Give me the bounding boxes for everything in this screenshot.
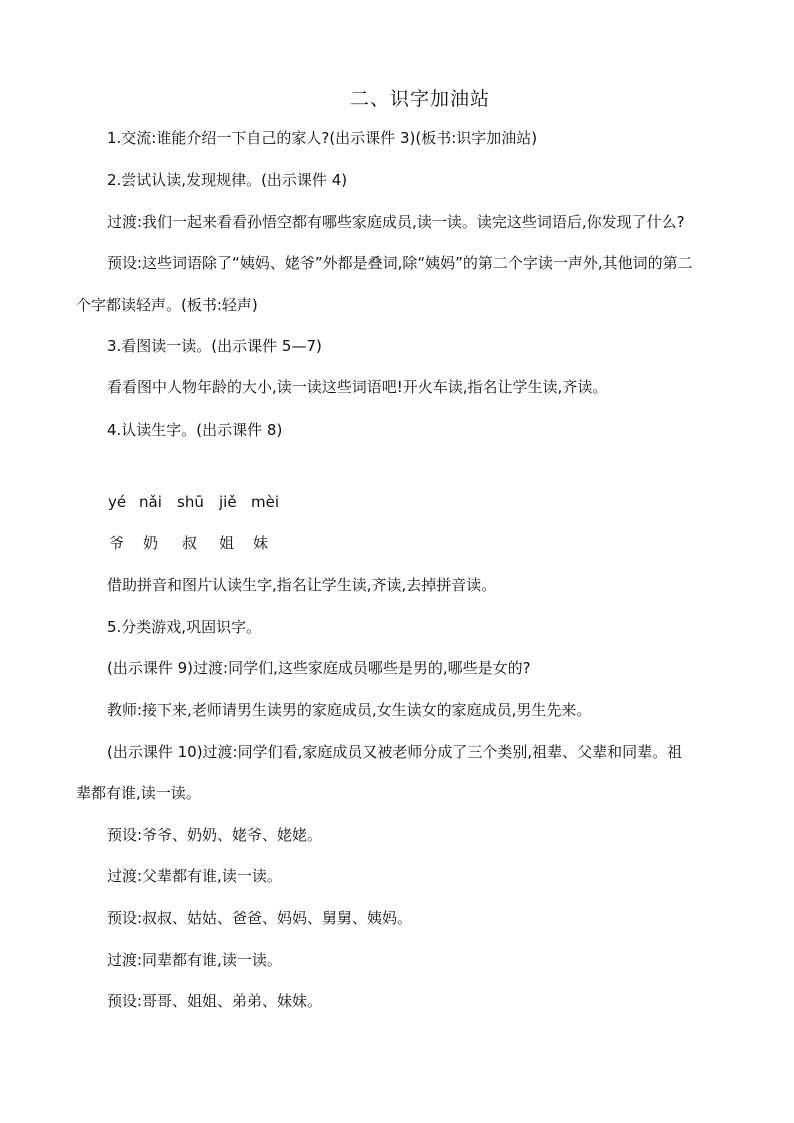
hanzi-nai: 奶 — [143, 534, 159, 552]
paragraph: 1.交流:谁能介绍一下自己的家人?(出示课件 3)(板书:识字加油站) — [107, 129, 538, 147]
hanzi-ye: 爷 — [109, 534, 125, 552]
paragraph: 借助拼音和图片认读生字,指名让学生读,齐读,去掉拼音读。 — [107, 576, 497, 594]
paragraph: 预设:叔叔、姑姑、爸爸、妈妈、舅舅、姨妈。 — [107, 909, 413, 927]
paragraph: 5.分类游戏,巩固识字。 — [107, 618, 262, 636]
paragraph: 预设:哥哥、姐姐、弟弟、妹妹。 — [107, 992, 323, 1010]
paragraph: (出示课件 10)过渡:同学们看,家庭成员又被老师分成了三个类别,祖辈、父辈和同辈。祖 — [107, 743, 683, 761]
paragraph: 4.认读生字。(出示课件 8) — [107, 421, 283, 439]
page-title: 二、识字加油站 — [349, 88, 490, 110]
paragraph: 过渡:同辈都有谁,读一读。 — [107, 951, 282, 969]
paragraph: 辈都有谁,读一读。 — [76, 784, 201, 802]
paragraph: 看看图中人物年龄的大小,读一读这些词语吧!开火车读,指名让学生读,齐读。 — [107, 378, 608, 396]
paragraph: 预设:爷爷、奶奶、姥爷、姥姥。 — [107, 826, 323, 844]
paragraph: 预设:这些词语除了“姨妈、姥爷”外都是叠词,除“姨妈”的第二个字读一声外,其他词的第二 — [107, 254, 693, 272]
hanzi-shu: 叔 — [182, 534, 198, 552]
pinyin-mei: mèi — [251, 493, 280, 511]
hanzi-jie: 姐 — [219, 534, 235, 552]
paragraph: 过渡:父辈都有谁,读一读。 — [107, 867, 282, 885]
paragraph: 个字都读轻声。(板书:轻声) — [76, 296, 258, 314]
pinyin-jie: jiě — [219, 493, 237, 511]
paragraph: 教师:接下来,老师请男生读男的家庭成员,女生读女的家庭成员,男生先来。 — [107, 701, 592, 719]
pinyin-ye: yé — [108, 493, 127, 511]
hanzi-mei: 妹 — [253, 534, 269, 552]
paragraph: (出示课件 9)过渡:同学们,这些家庭成员哪些是男的,哪些是女的? — [107, 659, 531, 677]
pinyin-shu: shū — [177, 493, 204, 511]
paragraph: 2.尝试认读,发现规律。(出示课件 4) — [107, 171, 348, 189]
paragraph: 过渡:我们一起来看看孙悟空都有哪些家庭成员,读一读。读完这些词语后,你发现了什么? — [107, 213, 685, 231]
pinyin-nai: nǎi — [139, 493, 162, 511]
paragraph: 3.看图读一读。(出示课件 5—7) — [107, 337, 322, 355]
